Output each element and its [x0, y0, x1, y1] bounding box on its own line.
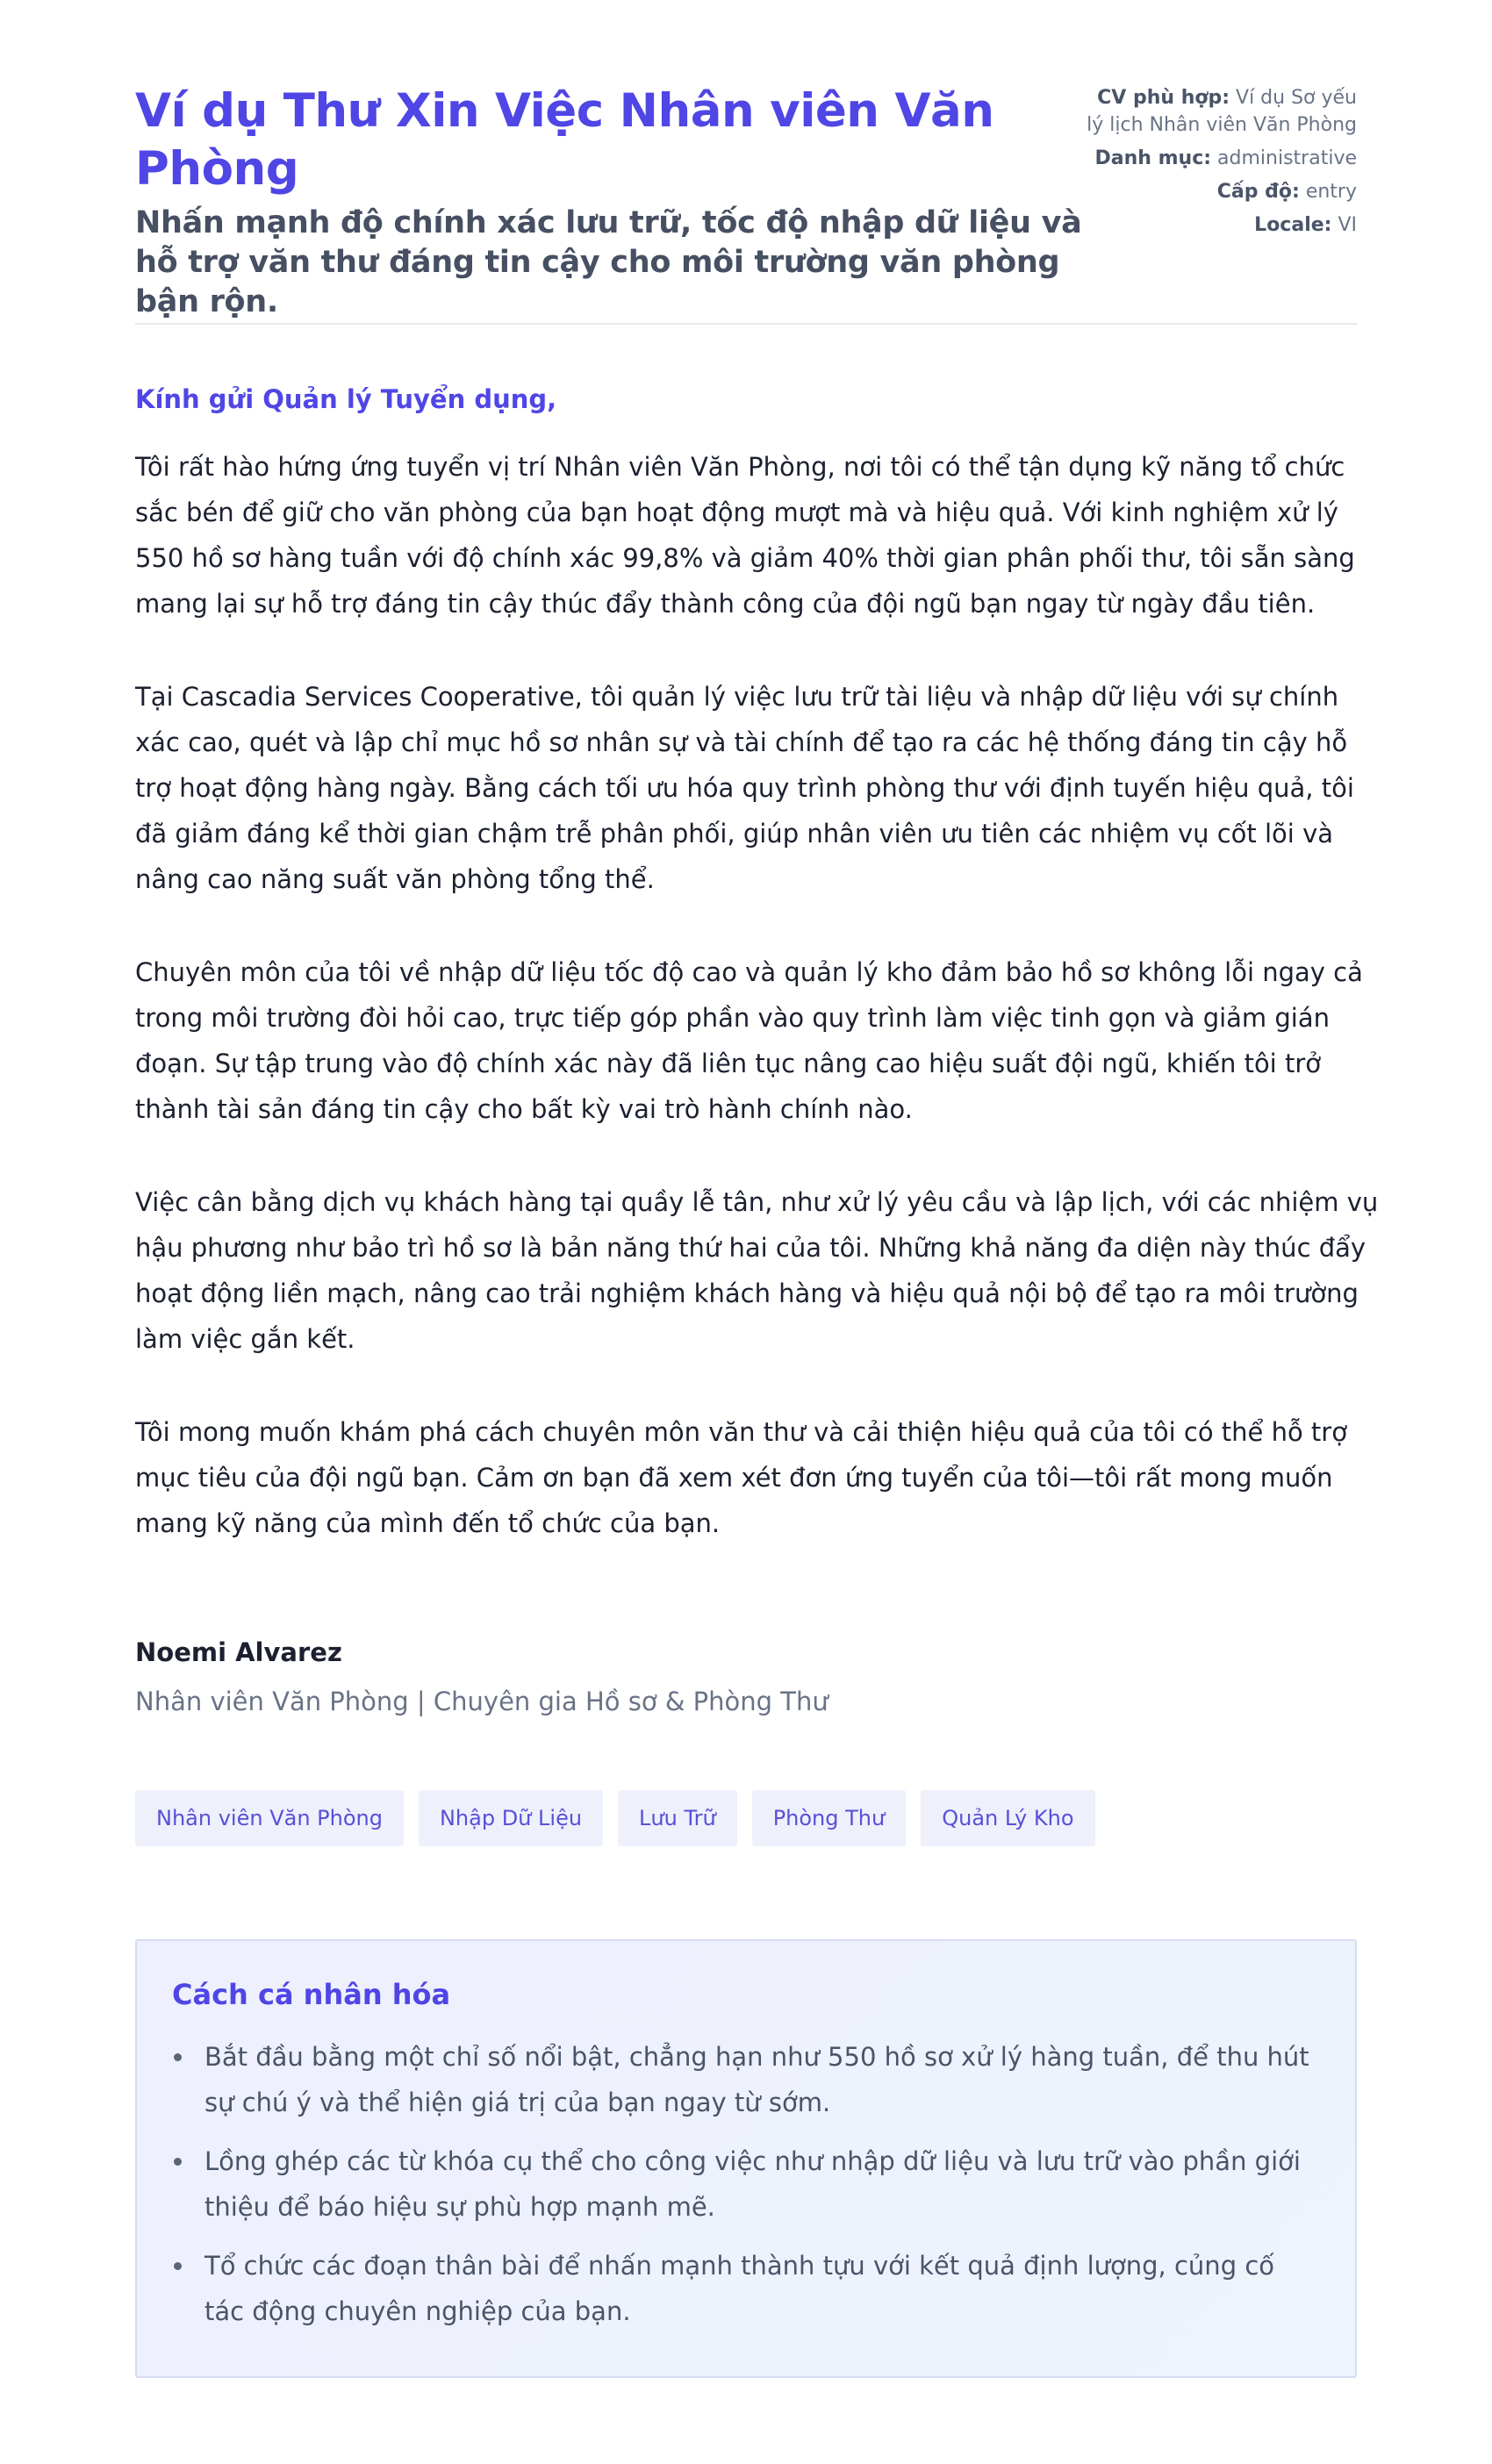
page-title: Ví dụ Thư Xin Việc Nhân viên Văn Phòng: [135, 84, 994, 196]
letter-paragraph: Tôi rất hào hứng ứng tuyển vị trí Nhân viên Văn Phòng, nơi tôi có thể tận dụng kỹ năng tổ chức sắc bén để giữ cho văn phòng của bạn hoạt động mượt mà và hiệu quả. Với kinh nghiệm xử lý 550 hồ sơ hàng tuần với độ chính xác 99,8% và giảm 40% thời gian phân phối thư, tôi sẵn sàng mang lại sự hỗ trợ đáng tin cậy thúc đẩy thành công của đội ngũ bạn ngay từ ngày đầu tiên.: [135, 452, 1355, 619]
tag-chip[interactable]: Lưu Trữ: [618, 1790, 737, 1846]
meta-value: entry: [1305, 181, 1357, 203]
signature-block: [135, 1637, 1357, 1716]
meta-key: Cấp độ:: [1216, 181, 1300, 203]
tag-chip[interactable]: Quản Lý Kho: [921, 1790, 1094, 1846]
letter-paragraph: Tại Cascadia Services Cooperative, tôi quản lý việc lưu trữ tài liệu và nhập dữ liệu với sự chính xác cao, quét và lập chỉ mục hồ sơ nhân sự và tài chính để tạo ra các hệ thống đáng tin cậy hỗ trợ hoạt động hàng ngày. Bằng cách tối ưu hóa quy trình phòng thư với định tuyến hiệu quả, tôi đã giảm đáng kể thời gian chậm trễ phân phối, giúp nhân viên ưu tiên các nhiệm vụ cốt lõi và nâng cao năng suất văn phòng tổng thể.: [135, 682, 1354, 894]
tag-chip[interactable]: Nhập Dữ Liệu: [419, 1790, 603, 1846]
meta-locale: [1076, 211, 1357, 239]
tips-list: [172, 2034, 1320, 2334]
tip-item: Bắt đầu bằng một chỉ số nổi bật, chẳng hạn như 550 hồ sơ xử lý hàng tuần, để thu hút sự chú ý và thể hiện giá trị của bạn ngay từ sớm.: [172, 2034, 1322, 2125]
page-subtitle: Nhấn mạnh độ chính xác lưu trữ, tốc độ nhập dữ liệu và hỗ trợ văn thư đáng tin cậy cho môi trường văn phòng bận rộn.: [135, 205, 1082, 319]
signature-role: Nhân viên Văn Phòng | Chuyên gia Hồ sơ & Phòng Thư: [135, 1687, 828, 1716]
meta-value: administrative: [1217, 147, 1357, 169]
letter-paragraph: Tôi mong muốn khám phá cách chuyên môn văn thư và cải thiện hiệu quả của tôi có thể hỗ trợ mục tiêu của đội ngũ bạn. Cảm ơn bạn đã xem xét đơn ứng tuyển của tôi—tôi rất mong muốn mang kỹ năng của mình đến tổ chức của bạn.: [135, 1417, 1347, 1538]
tag-list: [135, 1790, 1357, 1846]
signature-name: Noemi Alvarez: [135, 1637, 342, 1667]
letter-body: [135, 384, 1379, 1716]
letter-paragraph: Chuyên môn của tôi về nhập dữ liệu tốc độ cao và quản lý kho đảm bảo hồ sơ không lỗi ngay cả trong môi trường đòi hỏi cao, trực tiếp góp phần vào quy trình làm việc tinh gọn và giảm gián đoạn. Sự tập trung vào độ chính xác này đã liên tục nâng cao hiệu suất đội ngũ, khiến tôi trở thành tài sản đáng tin cậy cho bất kỳ vai trò hành chính nào.: [135, 957, 1363, 1124]
meta-panel: [1076, 84, 1357, 245]
tip-item: Tổ chức các đoạn thân bài để nhấn mạnh thành tựu với kết quả định lượng, củng cố tác động chuyên nghiệp của bạn.: [172, 2243, 1322, 2334]
tip-item: Lồng ghép các từ khóa cụ thể cho công việc như nhập dữ liệu và lưu trữ vào phần giới thiệu để báo hiệu sự phù hợp mạnh mẽ.: [172, 2138, 1322, 2230]
page-header: [135, 0, 1357, 325]
meta-level: [1076, 178, 1357, 205]
meta-key: CV phù hợp:: [1097, 87, 1230, 109]
salutation: Kính gửi Quản lý Tuyển dụng,: [135, 384, 557, 414]
meta-matched-cv: [1076, 84, 1357, 139]
tag-chip[interactable]: Phòng Thư: [752, 1790, 907, 1846]
meta-value: VI: [1338, 214, 1357, 236]
letter-paragraph: Việc cân bằng dịch vụ khách hàng tại quầy lễ tân, như xử lý yêu cầu và lập lịch, với các nhiệm vụ hậu phương như bảo trì hồ sơ là bản năng thứ hai của tôi. Những khả năng đa diện này thúc đẩy hoạt động liền mạch, nâng cao trải nghiệm khách hàng và hiệu quả nội bộ để tạo ra môi trường làm việc gắn kết.: [135, 1187, 1379, 1354]
meta-category: [1076, 145, 1357, 172]
personalization-tips-box: [135, 1939, 1357, 2378]
tag-chip[interactable]: Nhân viên Văn Phòng: [135, 1790, 404, 1846]
meta-value-link[interactable]: Ví dụ Sơ yếu lý lịch Nhân viên Văn Phòng: [1087, 87, 1357, 136]
tips-title: Cách cá nhân hóa: [172, 1978, 451, 2011]
meta-key: Locale:: [1254, 214, 1332, 236]
meta-key: Danh mục:: [1094, 147, 1212, 169]
